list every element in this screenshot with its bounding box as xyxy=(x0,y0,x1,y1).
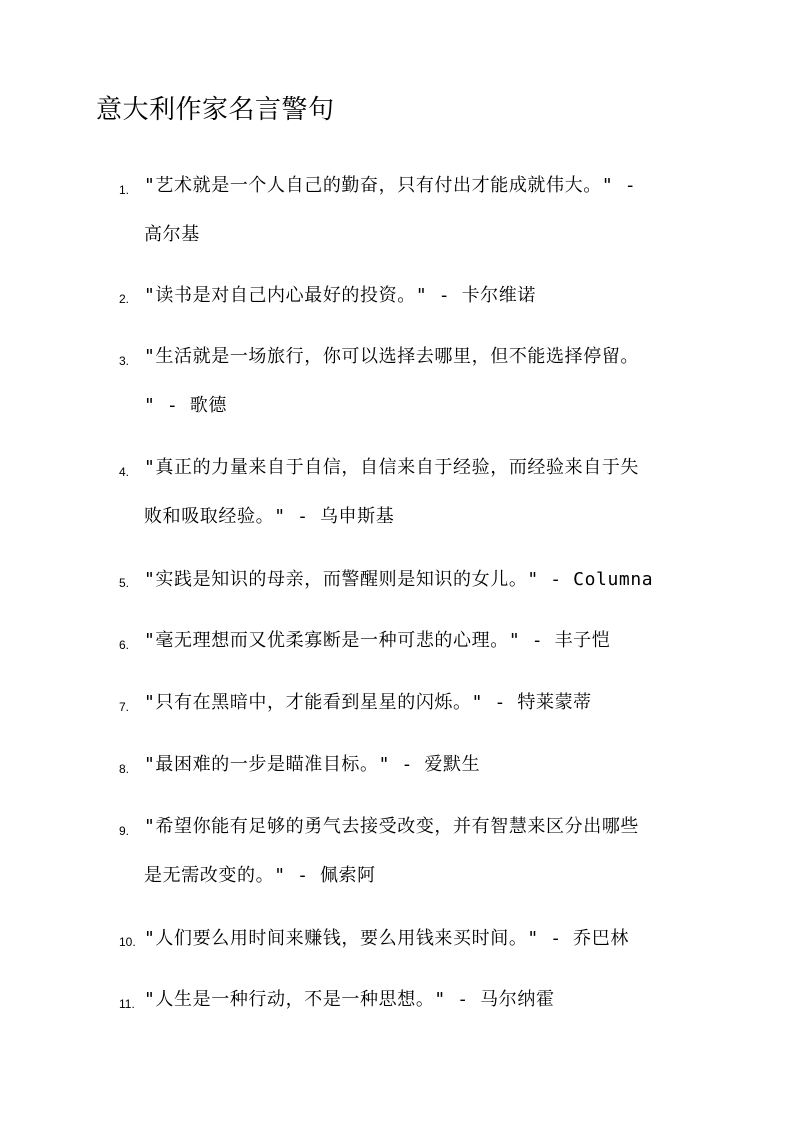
item-number: 11. xyxy=(119,997,135,1011)
quote-text-line: 是无需改变的。" - 佩索阿 xyxy=(144,865,376,886)
item-number: 7. xyxy=(119,700,130,714)
page-title: 意大利作家名言警句 xyxy=(96,95,335,125)
quote-text-line: "希望你能有足够的勇气去接受改变，并有智慧来区分出哪些 xyxy=(144,816,640,837)
quote-text-line: "毫无理想而又优柔寡断是一种可悲的心理。" - 丰子恺 xyxy=(144,630,611,651)
item-number: 4. xyxy=(119,465,130,479)
item-number: 3. xyxy=(119,354,130,368)
item-number: 6. xyxy=(119,638,130,652)
item-number: 9. xyxy=(119,824,130,838)
quote-text-line: "读书是对自己内心最好的投资。" - 卡尔维诺 xyxy=(144,285,536,306)
item-number: 10. xyxy=(119,935,136,949)
quote-text-line: 败和吸取经验。" - 乌申斯基 xyxy=(144,506,395,527)
quote-text-line: 高尔基 xyxy=(144,224,200,245)
quote-text-line: "人们要么用时间来赚钱，要么用钱来买时间。" - 乔巴林 xyxy=(144,928,629,949)
quote-text-line: "生活就是一场旅行，你可以选择去哪里，但不能选择停留。 xyxy=(144,346,640,367)
item-number: 1. xyxy=(119,183,130,197)
quote-text-line: "人生是一种行动，不是一种思想。" - 马尔纳霍 xyxy=(144,989,555,1010)
item-number: 5. xyxy=(119,576,130,590)
quote-text-line: "艺术就是一个人自己的勤奋，只有付出才能成就伟大。" - xyxy=(144,175,637,196)
quote-text-line: "实践是知识的母亲，而警醒则是知识的女儿。" - Columna xyxy=(144,569,654,590)
item-number: 8. xyxy=(119,762,130,776)
quote-text-line: "真正的力量来自于自信，自信来自于经验，而经验来自于失 xyxy=(144,457,640,478)
quote-text-line: " - 歌德 xyxy=(144,395,227,416)
quote-text-line: "最困难的一步是瞄准目标。" - 爱默生 xyxy=(144,754,481,775)
quote-text-line: "只有在黑暗中，才能看到星星的闪烁。" - 特莱蒙蒂 xyxy=(144,692,592,713)
item-number: 2. xyxy=(119,292,130,306)
